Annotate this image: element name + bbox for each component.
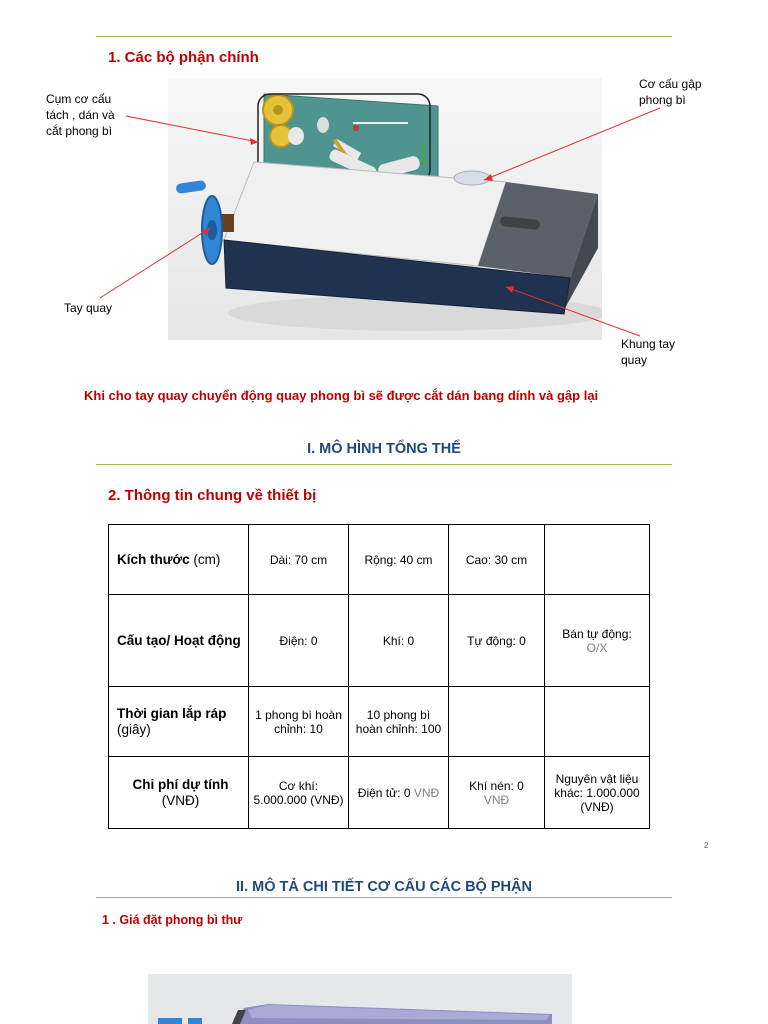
callout-folding-mechanism: Cơ cấu gập phong bì	[639, 77, 702, 107]
device-spec-table	[108, 524, 650, 829]
table-cell	[545, 525, 650, 595]
envelope-holder-drawing	[148, 974, 572, 1024]
row-label: Cấu tạo/ Hoạt động	[109, 595, 249, 687]
table-cell: Bán tự động: O/X	[545, 595, 650, 687]
figure-caption: Khi cho tay quay chuyển động quay phong bì sẽ được cắt dán bang dính và gập lại	[84, 388, 599, 403]
machine-model-image	[168, 78, 602, 340]
row-label: Chi phí dự tính (VNĐ)	[109, 757, 249, 829]
table-cell	[545, 687, 650, 757]
top-divider	[96, 36, 672, 37]
table-cell: Dài: 70 cm	[249, 525, 349, 595]
table-cell: 10 phong bì hoàn chỉnh: 100	[349, 687, 449, 757]
divider-1	[96, 464, 672, 465]
machine-model-drawing	[168, 78, 602, 340]
heading-detailed-description: II. MÔ TẢ CHI TIẾT CƠ CẤU CÁC BỘ PHẬN	[236, 879, 532, 895]
subsection-envelope-holder: 1 . Giá đặt phong bì thư	[102, 913, 243, 927]
table-cell: Cao: 30 cm	[449, 525, 545, 595]
divider-2	[96, 897, 672, 898]
envelope-holder-image	[148, 974, 572, 1024]
table-row	[109, 525, 650, 595]
callout-separator-unit: Cụm cơ cấu tách , dán và cắt phong bì	[46, 92, 115, 138]
table-cell: Điện tử: 0 VNĐ	[349, 757, 449, 829]
table-cell: Rộng: 40 cm	[349, 525, 449, 595]
table-cell: 1 phong bì hoàn chỉnh: 10	[249, 687, 349, 757]
row-label: Kích thước (cm)	[109, 525, 249, 595]
table-row	[109, 757, 650, 829]
table-row	[109, 687, 650, 757]
section-title: 1. Các bộ phận chính	[108, 49, 259, 66]
table-cell: Tự động: 0	[449, 595, 545, 687]
row-label: Thời gian lắp ráp (giây)	[109, 687, 249, 757]
heading-overall-model: I. MÔ HÌNH TỔNG THỂ	[307, 441, 461, 457]
table-cell: Khí nén: 0 VNĐ	[449, 757, 545, 829]
table-cell	[449, 687, 545, 757]
section-2-title: 2. Thông tin chung về thiết bị	[108, 487, 317, 504]
callout-crank: Tay quay	[64, 301, 113, 315]
table-cell: Khí: 0	[349, 595, 449, 687]
table-cell: Điện: 0	[249, 595, 349, 687]
table-row	[109, 595, 650, 687]
callout-crank-frame: Khung tay quay	[621, 337, 676, 367]
table-cell: Nguyên vật liệu khác: 1.000.000 (VNĐ)	[545, 757, 650, 829]
page-number: 2	[704, 841, 709, 850]
table-cell: Cơ khí: 5.000.000 (VNĐ)	[249, 757, 349, 829]
